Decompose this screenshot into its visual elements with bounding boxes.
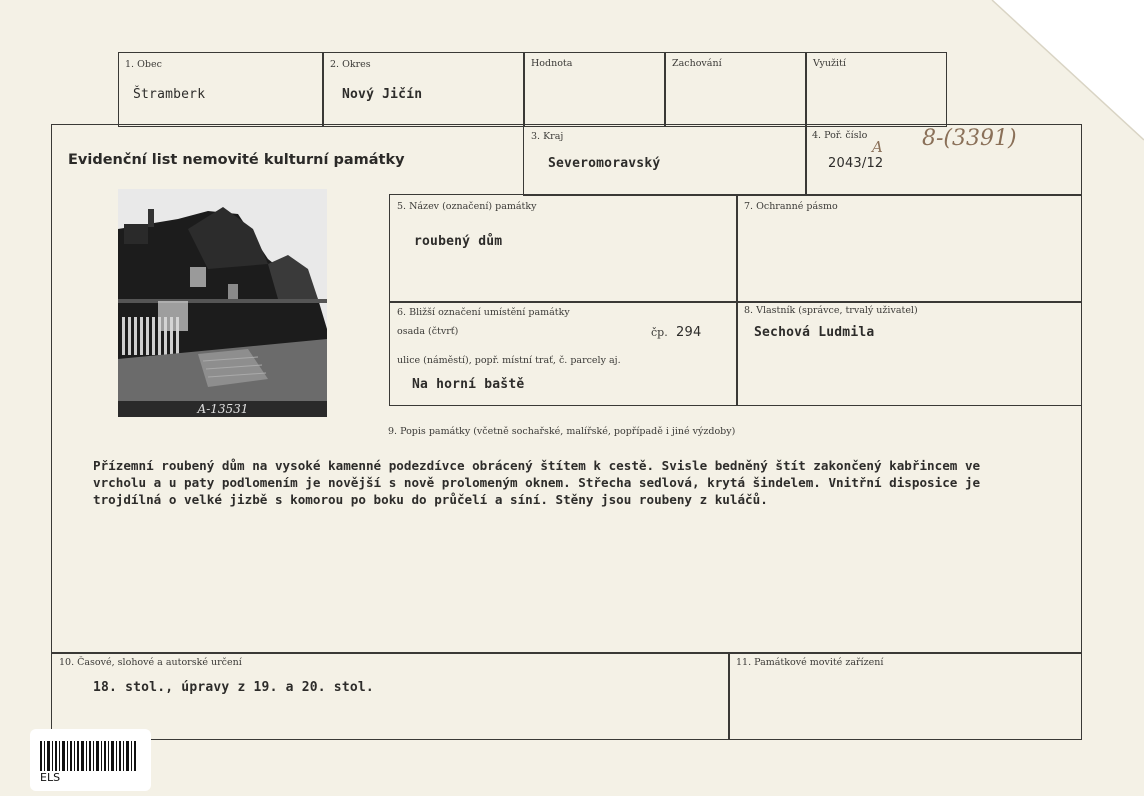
okres-label: 2. Okres <box>330 59 371 70</box>
por-cislo-label: 4. Poř. číslo <box>812 130 868 141</box>
barcode-label: ELS <box>40 771 61 784</box>
por-cislo-value: 2043/12 <box>828 156 884 171</box>
obec-value: Štramberk <box>133 87 206 102</box>
cp-label: čp. <box>651 326 668 339</box>
kraj-label: 3. Kraj <box>531 131 564 142</box>
osada-label: osada (čtvrť) <box>397 326 459 337</box>
handwritten-number: 8-(3391) <box>922 126 1017 151</box>
nazev-label: 5. Název (označení) památky <box>397 201 537 212</box>
obec-label: 1. Obec <box>125 59 162 70</box>
popis-label: 9. Popis památky (včetně sochařské, malířské, popřípadě i jiné výzdoby) <box>388 426 736 437</box>
form-title: Evidenční list nemovité kulturní památky <box>68 152 405 168</box>
popis-line-1: Přízemní roubený dům na vysoké kamenné podezdívce obrácený štítem k cestě. Svisle bedněný štít zakončený kabřincem ve <box>93 458 981 473</box>
vlastnik-label: 8. Vlastník (správce, trvalý uživatel) <box>744 305 918 316</box>
nazev-value: roubený dům <box>414 234 503 249</box>
zachovani-label: Zachování <box>672 58 722 69</box>
house-photo <box>118 189 327 417</box>
ulice-value: Na horní baště <box>412 377 525 392</box>
urceni-value: 18. stol., úpravy z 19. a 20. stol. <box>93 680 374 695</box>
okres-value: Nový Jičín <box>342 87 423 102</box>
popis-line-2: vrcholu a u paty podlomením je novější s nově prolomeným oknem. Střecha sedlová, krytá šindelem. Vnitřní disposice je <box>93 475 981 490</box>
ulice-label: ulice (náměstí), popř. místní trať, č. parcely aj. <box>397 355 621 366</box>
popis-line-3: trojdílná o velké jizbě s komorou po boku do průčelí a síní. Stěny jsou roubeny z kuláčů. <box>93 492 768 507</box>
vlastnik-value: Sechová Ludmila <box>754 325 875 340</box>
cp-value: 294 <box>676 325 702 340</box>
movite-zarizeni-label: 11. Památkové movité zařízení <box>736 657 884 668</box>
vyuziti-label: Využití <box>813 58 846 69</box>
kraj-value: Severomoravský <box>548 156 661 171</box>
popis-box <box>51 404 1082 654</box>
barcode-sticker <box>30 729 151 791</box>
hodnota-label: Hodnota <box>531 58 573 69</box>
umisteni-label: 6. Bližší označení umístění památky <box>397 307 570 318</box>
urceni-label: 10. Časové, slohové a autorské určení <box>59 657 242 668</box>
handwritten-mark: A <box>872 138 883 156</box>
vlastnik-box <box>736 301 1082 406</box>
photo-caption: A-13531 <box>197 402 249 416</box>
ochranne-pasmo-label: 7. Ochranné pásmo <box>744 201 838 212</box>
